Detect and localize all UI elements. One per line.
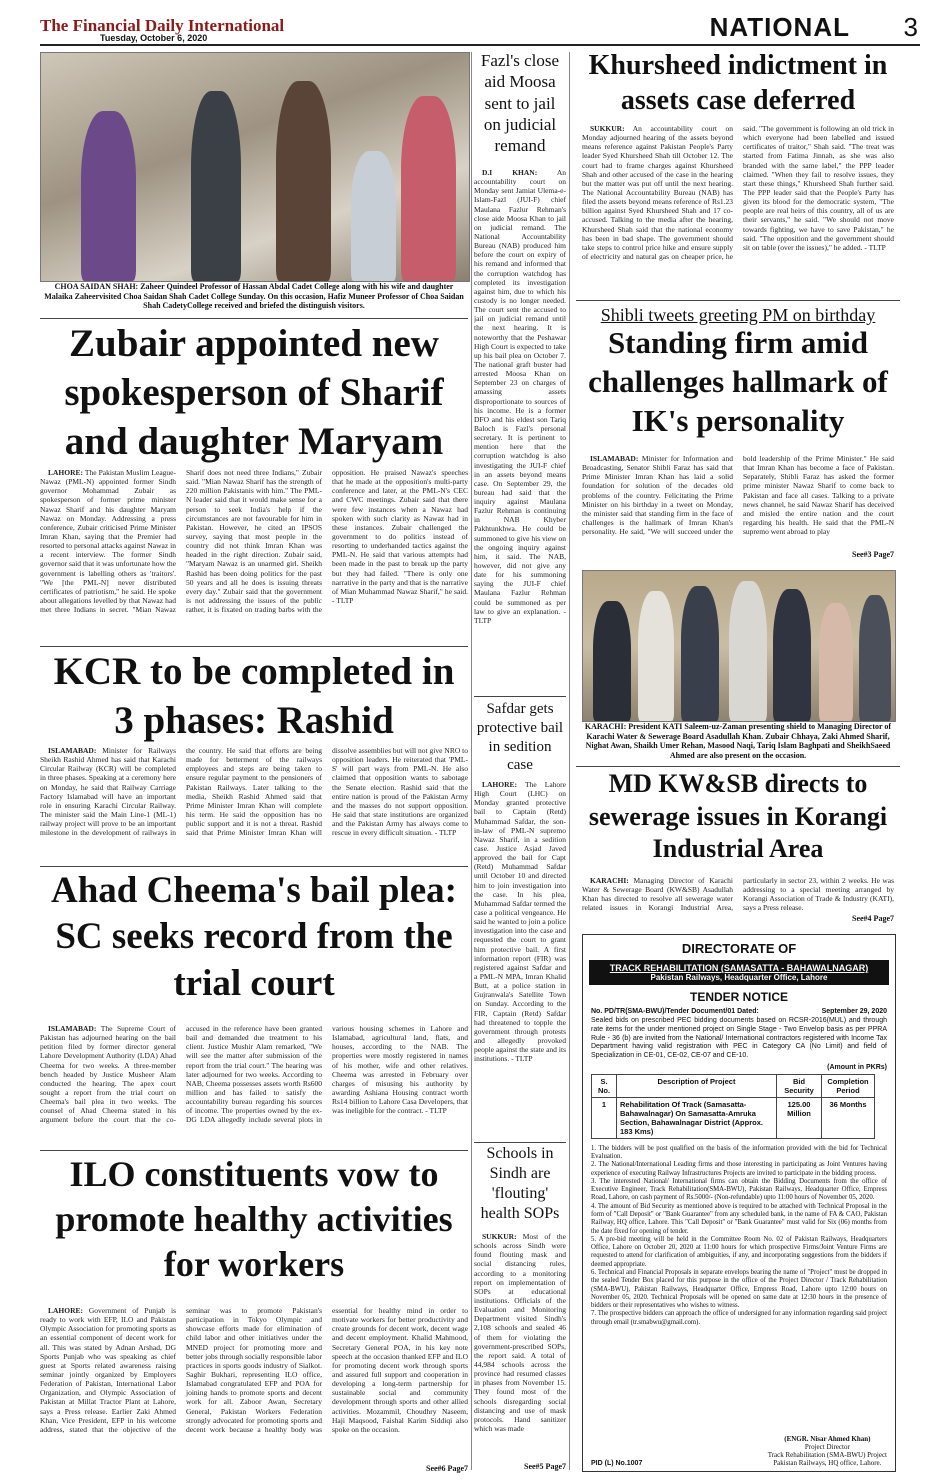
list-item: 4. The amount of Bid Security as mentioned above is required to be attached with Technical Proposal in the form of "Call Deposit" or "Bank Guarantee" from any scheduled bank, in the name of FA & CAO, Pakistan Railway, HQ office, Lahore. This "Call Deposit" or "Bank Guarantee" must valid for Six (06) months from the date fixed for opening of tender. (591, 1202, 887, 1235)
tender-project: TRACK REHABILITATION (SAMASATTA - BAHAWALNAGAR) (609, 963, 869, 973)
ahad-headline: Ahad Cheema's bail plea: SC seeks record from the trial court (50, 870, 457, 1004)
masthead (40, 14, 920, 46)
md-text: Managing Director of Karachi Water & Sewerage Board (KW&SB) Asadullah Khan has directed to resolve all sewerage water related issues in Korangi Industrial Area, particularly in sector 23, within 2 weeks. He was addressing to a special meeting arranged by Korangi Association of Trade & Industry (KATI), says a Press release. (582, 876, 894, 913)
tender-pid: PID (L) No.1007 (591, 1460, 643, 1467)
tender-col-description: Description of Project (617, 1074, 777, 1097)
md-headline: MD KW&SB directs to sewerage issues in Korangi Industrial Area (588, 769, 888, 863)
paper-name: The Financial Daily International (40, 16, 285, 35)
list-item: 3. The interested National/ International firms can obtain the Bidding Documents from the office of Executive Engineer, Track Rehabilitation(SMA-BWU), Pakistan Railways, Headquarter Office, Empress Road, Lahore, on cash payment of Rs.5000/- (Non-refundable) upto 11:00 hours of November 05, 2020. (591, 1177, 887, 1202)
zubair-dateline: LAHORE: (48, 468, 84, 477)
shibli-headline: Standing firm amid challenges hallmark of IK's personality (588, 325, 888, 438)
ilo-headline: ILO constituents vow to promote healthy activities for workers (55, 1154, 453, 1284)
signatory-title: Project Director (804, 1443, 850, 1451)
schools-headline: Schools in Sindh are 'flouting' health SOPs (480, 1145, 560, 1222)
schools-article (474, 1232, 566, 1460)
ilo-see-more: See#6 Page7 (426, 1464, 468, 1473)
table-row (592, 1097, 875, 1138)
kcr-dateline: ISLAMABAD: (48, 746, 97, 755)
tender-cell-completion: 36 Months (822, 1097, 875, 1138)
md-see-more: See#4 Page7 (852, 914, 894, 923)
tender-notice (582, 934, 896, 1472)
tender-amount-note: (Amount in PKRs) (827, 1063, 887, 1071)
cadet-college-caption: CHOA SAIDAN SHAH: Zaheer Quindeel Professor of Hassan Abdal Cadet College along with his wife and daughter Malaika Zaheervisited Choa Saidan Shah Cadet College Sunday. On this occasion, Hafiz Muneer Professor of Choa Saidan Shah CadetyCollege received and briefed the distinguish visitors. (44, 282, 464, 311)
md-dateline: KARACHI: (590, 876, 629, 885)
ilo-text: Government of Punjab is ready to work with EFP, ILO and Pakistan Olympic Association for promoting sports as an essential component of decent work for all. This was stated by Adnan Arshad, DG Sports Punjab who was speaking as chief guest at Sports related awareness raising seminar jointly organized by Employers Federation of Pakistan, International Labor Organization, and Olympic Association of Pakistan at Millat Tractor Plant at Lahore, says a Press release. Earlier Zaki Ahmed Khan, Vice President, EFP in his welcome address, stated that the objective of the seminar was to promote Pakistan's participation in Tokyo Olympic and showcase efforts made for elimination of child labor and other initiatives under the MNED project for promoting more and better jobs through socially responsible labor practices in sports goods industry of Sialkot. Saghir Bukhari, representing ILO office, Islamabad congratulated EFP and POA for joining hands to promote sports and decent work for all. Zaboor Awan, Secretary General, Pakistan Workers Federation strongly advocated for promoting sports and decent work because a healthy body was essential for healthy mind in order to motivate workers for better productivity and create grounds for decent work, decent wage and decent employment. Khalid Mahmood, Secretary General POA, in his key note speech at the occasion thanked EFP and ILO for promoting decent work through sports and assured full support and cooperation in developing a long-term partnership for sustainable social and community development through sports and other allied activities. Mozammil, Choudhry Naseem, Haji Maqsood, Faishal Karim Siddiqi also spoke on the occasion. (40, 1306, 468, 1434)
tender-col-completion: Completion Period (822, 1074, 875, 1097)
list-item: 6. Technical and Financial Proposals in separate envelops bearing the name of "Project" must be dropped in the sealed Tender Box placed for this purpose in the office of the Project Director / Track Rehabilitation (SMA-BWU), Pakistan Railways, Headquarter Office, Empress Road, Lahore upto 12:00 hours on November 05, 2020. Technical Proposals will be opened on same date at 12:30 hours in the presence of bidders or their representatives who wishes to witness. (591, 1268, 887, 1310)
list-item: 1. The bidders will be post qualified on the basis of the information provided with the bid for Technical Evaluation. (591, 1144, 887, 1161)
tender-doc-line (591, 1008, 887, 1015)
zubair-text: The Pakistan Muslim League-Nawaz (PML-N) appointed former Sindh governor Mohammad Zubair as spokesperson of former prime minister Nawaz Sharif and his daughter Maryam Nawaz on Monday. Addressing a press conference, Zubair criticised Prime Minister Imran Khan, saying that the Premier had resorted to personal attacks against Nawaz in a recent interview. The former Sindh governor said that it was unfortunate how the government is labelling others as 'traitors'. "We [the PML-N] never distributed certificates of patriotism," he said. He spoke about allegations levelled by that Nawaz had met three Indians in secret. "Mian Nawaz Sharif does not need three Indians," Zubair said. "Mian Nawaz Sharif has the strength of 220 million Pakistanis with him." The PML-N leader said that it would make sense for a person to seek India's help if the circumstances are not favourable for him in Pakistan. However, he cited an IPSOS survey, saying that most people in the country did not think Imran Khan was headed in the right direction. Zubair said, "Maryam Nawaz is an unarmed girl. Sheikh Rashid has been doing politics for the past 50 years and all he does is issuing threats every day." Zubair said that the government is not addressing the issues of the public rather, it is fixated on trading barbs with the opposition. He praised Nawaz's speeches that he made at the opposition's multi-party conference and later, at the PML-N's CEC and CWC meetings. Zubair said that there were few instances when a Nawaz had spoken with such clarity as Nawaz had in these instances. Zubair challenged the government to do politics instead of resorting to underhanded tactics against the PML-N. He said that various attempts had been made in the past to break up the party but they had failed. "There is only one narrative in the party and that is the narrative of Mian Muhammad Nawaz Sharif," he said. - TLTP (40, 468, 468, 615)
khursheed-dateline: SUKKUR: (590, 124, 625, 133)
ahad-text: The Supreme Court of Pakistan has adjourned hearing on the bail petition filed by former director general Lahore Development Authority (LDA) Ahad Cheema for two weeks. A three-member bench headed by Justice Musheer Alam conducted the hearing. The apex court sought a report from the trial court on Cheema's bail plea in two weeks. The counsel of Ahad Cheema stated in his argument before the court that the co-accused in the reference have been granted bail and demanded due treatment to his client. Justice Mushir Alam remarked, "We will see the matter after submission of the report from the trial court." The hearing was later adjourned for two weeks. According to NAB, Cheema possesses assets worth Rs600 million and has failed to satisfy the accountability bureau regarding his sources of income. The properties owned by the ex-DG LDA allegedly include several plots in various housing schemes in Lahore and Islamabad, agricultural land, flats, and houses, according to the NAB. The properties were mostly registered in names of his mother, wife and other relatives. Cheema was arrested in February over charges of misusing his authority by awarding Ashiana Housing contract worth Rs14 billion to Lahore Casa Developers, that was ineligible for the contract. - TLTP (40, 1024, 468, 1125)
ilo-dateline: LAHORE: (48, 1306, 84, 1315)
safdar-text: The Lahore High Court (LHC) on Monday granted protective bail to Captain (Retd) Muhammad Safdar, the son-in-law of PML-N supremo Nawaz Sharif, in a sedition case. Justice Asjad Javed approved the bail for Capt (Retd) Muhammad Safdar until October 10 and directed him to join investigation into the case. In his plea, Muhammad Safdar termed the case a political vengeance. He said he wanted to join a police investigation into the case and requested the court to grant him protective bail. A first information report (FIR) was registered against Safdar and a PML-N MPA, Imran Khalid Butt, at a police station in Gujranwala's Satellite Town on Sunday. According to the FIR, Captain (Retd) Safdar had threatened to topple the government through protests and allegedly provoked people against the state and its institutions. - TLTP (474, 780, 566, 1064)
tender-col-bid-security: Bid Security (777, 1074, 822, 1097)
tender-doc-date: September 29, 2020 (821, 1008, 887, 1015)
khursheed-headline: Khursheed indictment in assets case deferred (588, 50, 888, 116)
list-item: 7. The prospective bidders can approach the office of undersigned for any information regarding said project through email (tr.smabwu@gmail.com). (591, 1310, 887, 1326)
khursheed-text: An accountability court on Monday adjourned hearing of the assets beyond means reference against Pakistan People's Party leader Syed Khursheed Shah till October 12. The court had to frame charges against Khursheed Shah and other accused of the case in the hearing but the matter was put off until the next hearing. The National Accountability Bureau (NAB) has filed the assets beyond means reference of Rs1.23 billion against Syed Khursheed Shah and 17 co-accused. Talking to the media after the hearing, Khursheed Shah said that the national economy has been in bad shape. The government should take steps to control price hike and ensure supply of electricity and natural gas on cheaper price, he said. "The government is following an old trick in which everyone had been labelled and issued certificates of traitor," Shah said. "The treat was started from Fatima Jinnah, as she was also branded with the same label," the PPP leader claimed. "When they fail to resolve issues, they start these things," Khursheed Shah further said. The PPP leader said that the People's Party has given its blood for the democratic system, "The people are real heirs of this country, all of us are their servants," he said. "We should not move towards fighting, we have to save Pakistan," he said. "The opposition and the government should sit on table (over the issues)," he added. - TLTP (582, 124, 894, 261)
shibli-text: Minister for Information and Broadcasting, Senator Shibli Faraz has said that Prime Minister Imran Khan has laid a solid foundation for solution of the decades old problems of the country. Felicitating the Prime Minister on his birthday in a tweet on Monday, the minister said that standing firm in the face of challenges is the hallmark of Imran Khan's personality. He said, "We will succeed under the bold leadership of the Prime Minister." He said that Imran Khan has become a face of Pakistan. Separately, Shibli Faraz has asked the former prime minister Nawaz Sharif to come back to Pakistan and face all cases. Talking to a private news channel, he said Nawaz Sharif has deceived and misled the entire nation and the court regarding his health. He said that the PML-N supremo went abroad to play (582, 454, 894, 537)
schools-dateline: SUKKUR: (482, 1232, 517, 1241)
tender-cell-sno: 1 (592, 1097, 617, 1138)
safdar-headline: Safdar gets protective bail in sedition case (476, 701, 564, 774)
cadet-college-photo (40, 52, 470, 282)
tender-cell-description: Rehabilitation Of Track (Samasatta-Bahawalnagar) On Samasatta-Amruka Section, Bahawalnagar District (Approx. 183 Kms) (617, 1097, 777, 1138)
fazl-article (474, 168, 566, 692)
kcr-headline: KCR to be completed in 3 phases: Rashid (53, 650, 455, 742)
signatory-name: (ENGR. Nisar Ahmed Khan) (784, 1435, 871, 1443)
shibli-dateline: ISLAMABAD: (590, 454, 639, 463)
ahad-dateline: ISLAMABAD: (48, 1024, 97, 1033)
kcr-article (40, 746, 468, 864)
tender-cell-bid-security: 125.00 Million (777, 1097, 822, 1138)
safdar-article (474, 780, 566, 1138)
ahad-article (40, 1024, 468, 1148)
shibli-kicker: Shibli tweets greeting PM on birthday (600, 305, 876, 325)
khursheed-article (582, 124, 894, 296)
signatory-office: Track Rehabilitation (SMA-BWU) Project (767, 1451, 887, 1459)
tender-table-header (592, 1074, 875, 1097)
tender-terms (591, 1145, 887, 1327)
tender-intro: Sealed bids on prescribed PEC bidding documents based on RCSR-2016(MUL) and through rate items for the under mentioned project on Single Stage - Two Envelop basis as per PPRA Rule - 36 (b) are invited from the National/ International contractors registered with Income Tax Department having valid registration with PEC in Category CA (No Limit) and field of Specialization in CE-01, CE-02, CE-07 and CE-10. (591, 1017, 887, 1059)
page-number: 3 (903, 12, 918, 42)
section-title: NATIONAL (709, 12, 850, 42)
schools-see-more: See#5 Page7 (524, 1462, 566, 1471)
safdar-dateline: LAHORE: (482, 780, 518, 789)
zubair-article (40, 468, 468, 644)
list-item: 2. The National/International Leading firms and those interesting in participating as Joint Ventures having experience of executing Railway Infrastructures Projects are invited to participate in the bidding process. (591, 1161, 887, 1177)
tender-notice-title: TENDER NOTICE (689, 990, 788, 1004)
fazl-headline: Fazl's close aid Moosa sent to jail on judicial remand (480, 51, 560, 155)
issue-date: Tuesday, October 6, 2020 (100, 33, 208, 43)
tender-project-banner (589, 960, 889, 985)
tender-table (591, 1074, 875, 1139)
kati-shield-photo (582, 570, 896, 722)
kcr-text: Minister for Railways Sheikh Rashid Ahmed has said that Karachi Circular Railway (KCR) will be completed in three phases. Speaking at a ceremony here on Monday, he said that Railway Carriage Factory Islamabad will have an important role in ensuring Karachi Circular Railway. The minister said the Main Line-1 (ML-1) railway project will prove to be an important milestone in the development of railways in the country. He said that efforts are being made for betterment of the railways employees and steps are being taken to ensure regular payment to the pensioners of Pakistan Railways. Later talking to the media, Sheikh Rashid Ahmed said that Prime Minister Imran Khan will complete his term. He said the opposition has no public support and it is not a threat. Rashid said that Prime Minister Imran Khan will dissolve assemblies but will not give NRO to opposition leaders. He reiterated that 'PML-S' will part ways from PML-N. He also claimed that opposition wants to sabotage the Senate election. Rashid said that the entire nation is proud of the Pakistan Army and the masses do not support opposition. He said that state institutions are organized and the Pakistan Army has always come to rescue in every difficult situation. - TLTP (40, 746, 468, 838)
tender-signature (768, 1435, 887, 1467)
ilo-article (40, 1306, 468, 1468)
schools-text: Most of the schools across Sindh were found flouting mask and social distancing rules, according to a monitoring report on implementation of SOPs at educational institutions. Officials of the Evaluation and Monitoring Department visited Sindh's 2,108 schools and sealed 46 of them for violating the government-prescribed SOPs, the report said. A total of 44,984 schools across the province had resumed classes in phases from November 15. They found most of the schools disregarding social distancing and use of mask protocols. Hand sanitizer which was made (474, 1232, 566, 1433)
tender-office: Pakistan Railways, Headquarter Office, Lahore (650, 973, 828, 982)
kati-shield-caption: KARACHI: President KATI Saleem-uz-Zaman presenting shield to Managing Director of Karachi Water & Sewerage Board Asadullah Khan. Zubair Chhaya, Zaki Ahmed Sharif, Nighat Awan, Shaikh Umer Rehan, Masood Naqi, Tariq Islam Baghpati and SheikhSaeed Ahmed are also present on the occasion. (584, 722, 892, 760)
shibli-article (582, 454, 894, 554)
tender-doc-no: No. PD/TR(SMA-BWU)/Tender Document/01 Dated: (591, 1008, 759, 1015)
zubair-headline: Zubair appointed new spokesperson of Sharif and daughter Maryam (64, 322, 444, 463)
fazl-dateline: D.I KHAN: (482, 168, 538, 177)
fazl-text: An accountability court on Monday sent Jamiat Ulema-e-Islam-Fazl (JUI-F) chief Maulana Fazlur Rehman's close aide Moosa Khan to jail on judicial remand. The National Accountability Bureau (NAB) produced him before the court on expiry of his remand and informed that the corruption watchdog has completed its investigation against him, due to which his custody is no longer needed. The court sent the accused to jail on judicial remand until the next hearing. It is noteworthy that the Peshawar High Court is expected to take up his bail plea on October 7. The national graft buster had arrested Moosa Khan on September 23 on charges of amassing assets disproportionate to sources of his income. He is a former DFO and his eldest son Tariq Baloch is Fazl's personal secretary. It is pertinent to mention here that the corruption watchdog is also investigating the JUI-F chief in an assets beyond means case. On September 29, the bureau had said that the inquiry against Maulana Fazlur Rehman is continuing in NAB Khyber Pakhtunkhwa. He could be summoned to give his view on the ongoing inquiry against him, it said. The NAB, however, did not give any date for his summoning saying the JUI-F chief Maulana Fazlur Rehman could be summoned as per law to give an explanation. - TLTP (474, 168, 566, 625)
list-item: 5. A pre-bid meeting will be held in the Committee Room No. 02 of Pakistan Railways, Headquarters Office, Lahore on October 20, 2020 at 11:00 hours for which prospective Firms/Joint Venture Firms are requested to attend for clarification of ambiguities, if any, and incorporating suggestions from the bidders if deemed appropriate. (591, 1235, 887, 1268)
tender-directorate: DIRECTORATE OF (681, 941, 797, 956)
tender-col-sno: S. No. (592, 1074, 617, 1097)
shibli-see-more: See#3 Page7 (852, 550, 894, 559)
signatory-org: Pakistan Railways, HQ office, Lahore. (773, 1459, 882, 1467)
